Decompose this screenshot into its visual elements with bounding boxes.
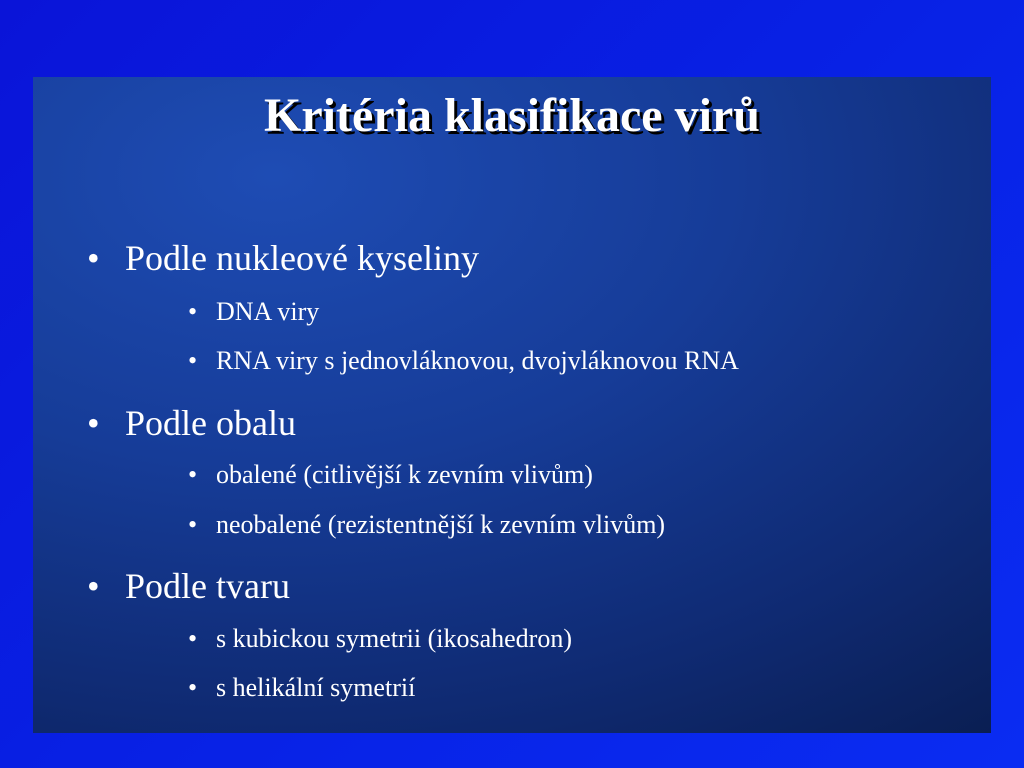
list-subitem-label: DNA viry: [216, 297, 320, 326]
bullet-icon: •: [87, 238, 100, 278]
list-subitem: [188, 460, 593, 489]
bullet-icon: •: [87, 403, 100, 443]
list-subitem: [188, 346, 739, 375]
bullet-icon: •: [188, 460, 198, 489]
list-subitem: [188, 673, 416, 702]
list-item-shape: [87, 566, 290, 606]
bullet-icon: •: [188, 510, 198, 539]
list-item-label: Podle tvaru: [125, 566, 290, 606]
bullet-icon: •: [87, 566, 100, 606]
list-subitem: [188, 297, 320, 326]
list-subitem: [188, 510, 666, 539]
list-subitem: [188, 624, 572, 653]
list-subitem-label: neobalené (rezistentnější k zevním vlivům): [216, 510, 666, 539]
slide-title: Kritéria klasifikace virů: [264, 89, 760, 142]
bullet-icon: •: [188, 346, 198, 375]
list-subitem-label: s helikální symetrií: [216, 673, 416, 702]
list-subitem-label: obalené (citlivější k zevním vlivům): [216, 460, 593, 489]
list-subitem-label: RNA viry s jednovláknovou, dvojvláknovou RNA: [216, 346, 739, 375]
list-item-nucleic-acid: [87, 238, 479, 278]
bullet-icon: •: [188, 673, 198, 702]
list-item-label: Podle nukleové kyseliny: [125, 238, 479, 278]
bullet-icon: •: [188, 624, 198, 653]
bullet-icon: •: [188, 297, 198, 326]
list-item-envelope: [87, 403, 296, 443]
list-item-label: Podle obalu: [125, 403, 296, 443]
list-subitem-label: s kubickou symetrii (ikosahedron): [216, 624, 572, 653]
